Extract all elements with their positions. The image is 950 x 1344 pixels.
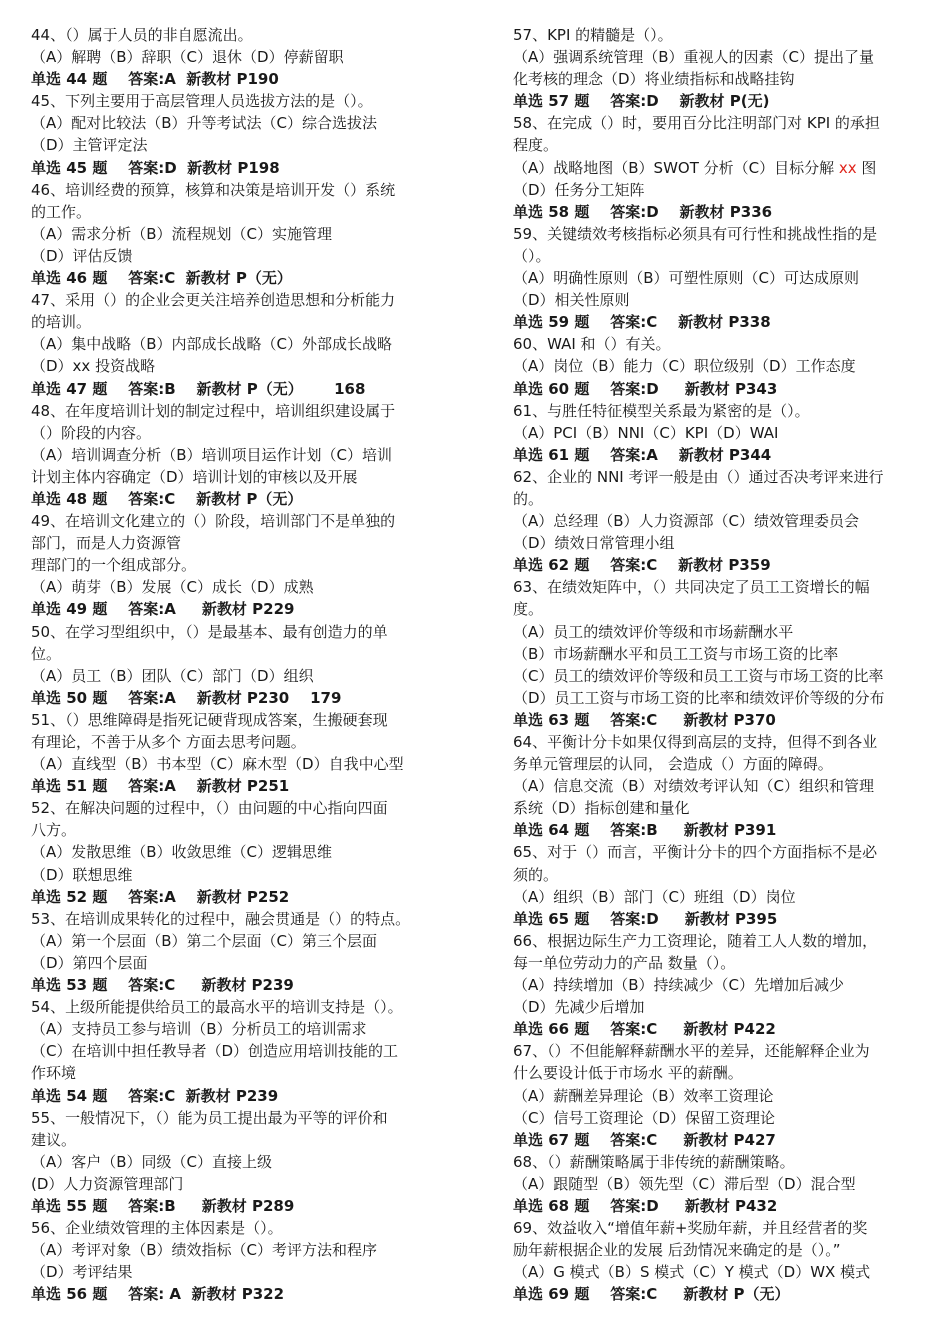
answer-line: 单选 52 题 答案:A 新教材 P252 (31, 887, 290, 906)
question-line: 65、对于（）而言，平衡计分卡的四个方面指标不是必 (513, 843, 878, 862)
answer-line: 单选 49 题 答案:A 新教材 P229 (31, 600, 295, 619)
question-line: 须的。 (513, 865, 559, 884)
option-line: （C）员工的绩效评价等级和员工工资与市场工资的比率 (513, 666, 884, 685)
question-line: 60、WAI 和（）有关。 (513, 335, 671, 354)
question-line: 度。 (513, 600, 544, 619)
question-line: 58、在完成（）时，要用百分比注明部门对 KPI 的承担 (513, 114, 880, 133)
question-line: 68、（）薪酬策略属于非传统的薪酬策略。 (513, 1152, 795, 1171)
question-line: 69、效益收入“增值年薪+奖励年薪，并且经营者的奖 (513, 1219, 868, 1238)
answer-line: 单选 46 题 答案:C 新教材 P（无） (31, 269, 292, 288)
answer-line: 单选 60 题 答案:D 新教材 P343 (513, 379, 778, 398)
option-line: （D）相关性原则 (513, 291, 630, 310)
question-line: 什么要设计低于市场水 平的薪酬。 (513, 1064, 743, 1083)
answer-line: 单选 44 题 答案:A 新教材 P190 (31, 70, 279, 89)
question-line: 61、与胜任特征模型关系最为紧密的是（）。 (513, 401, 810, 420)
option-line: 作环境 (31, 1064, 77, 1083)
question-line: 51、（）思维障碍是指死记硬背现成答案，生搬硬套现 (31, 710, 388, 729)
option-line: (D）人力资源管理部门 (31, 1174, 184, 1193)
option-line: （A）明确性原则（B）可塑性原则（C）可达成原则 (513, 269, 860, 288)
question-line: 46、培训经费的预算，核算和决策是培训开发（）系统 (31, 180, 396, 199)
answer-line: 单选 53 题 答案:C 新教材 P239 (31, 976, 294, 995)
answer-line: 单选 58 题 答案:D 新教材 P336 (513, 202, 773, 221)
question-line: 45、下列主要用于高层管理人员选拔方法的是（）。 (31, 92, 373, 111)
answer-line: 单选 68 题 答案:D 新教材 P432 (513, 1196, 778, 1215)
option-line: （A）持续增加（B）持续减少（C）先增加后减少 (513, 976, 845, 995)
question-line: 每一单位劳动力的产品 数量（）。 (513, 953, 736, 972)
option-line: （D）先减少后增加 (513, 998, 645, 1017)
option-line: 化考核的理念（D）将业绩指标和战略挂钩 (513, 70, 795, 89)
option-line: （A）发散思维（B）收敛思维（C）逻辑思维 (31, 843, 333, 862)
option-line: （C）在培训中担任教导者（D）创造应用培训技能的工 (31, 1042, 399, 1061)
answer-line: 单选 45 题 答案:D 新教材 P198 (31, 158, 280, 177)
option-text: 图 (856, 158, 877, 177)
option-line: （D）员工工资与市场工资的比率和绩效评价等级的分布 (513, 688, 885, 707)
question-line: 62、企业的 NNI 考评一般是由（）通过否决考评来进行 (513, 467, 884, 486)
option-line: （A）第一个层面（B）第二个层面（C）第三个层面 (31, 931, 378, 950)
question-line: 44、（）属于人员的非自愿流出。 (31, 26, 253, 44)
question-line: 50、在学习型组织中，（）是最基本、最有创造力的单 (31, 622, 388, 641)
answer-line: 单选 61 题 答案:A 新教材 P344 (513, 445, 772, 464)
question-line: 54、上级所能提供给员工的最高水平的培训支持是（）。 (31, 998, 403, 1017)
option-line: （A）岗位（B）能力（C）职位级别（D）工作态度 (513, 357, 856, 376)
answer-line: 单选 67 题 答案:C 新教材 P427 (513, 1130, 776, 1149)
answer-line: 单选 55 题 答案:B 新教材 P289 (31, 1196, 295, 1215)
option-line: （D）主管评定法 (31, 136, 148, 155)
option-line: （A）需求分析（B）流程规划（C）实施管理 (31, 224, 333, 243)
option-line: （A）直线型（B）书本型（C）麻木型（D）自我中心型 (31, 755, 404, 774)
option-line: （A）萌芽（B）发展（C）成长（D）成熟 (31, 578, 314, 597)
option-line: （A）支持员工参与培训（B）分析员工的培训需求 (31, 1020, 367, 1039)
option-line: （A）员工的绩效评价等级和市场薪酬水平 (513, 622, 794, 641)
option-line: （A）强调系统管理（B）重视人的因素（C）提出了量 (513, 48, 875, 67)
option-line: （D）xx 投资战略 (31, 357, 156, 376)
option-line: 系统（D）指标创建和量化 (513, 799, 690, 818)
option-line: （C）信号工资理论（D）保留工资理论 (513, 1108, 776, 1127)
answer-line: 单选 47 题 答案:B 新教材 P（无） 168 (31, 379, 366, 398)
question-line: 48、在年度培训计划的制定过程中，培训组织建设属于 (31, 401, 396, 420)
highlighted-text: xx (838, 158, 857, 177)
question-line: 57、KPI 的精髓是（）。 (513, 26, 673, 44)
answer-line: 单选 59 题 答案:C 新教材 P338 (513, 313, 771, 332)
question-line: 建议。 (31, 1130, 77, 1149)
answer-line: 单选 66 题 答案:C 新教材 P422 (513, 1020, 776, 1039)
answer-line: 单选 54 题 答案:C 新教材 P239 (31, 1086, 279, 1105)
question-line: 49、在培训文化建立的（）阶段，培训部门不是单独的 (31, 512, 396, 531)
question-line: 的。 (513, 489, 544, 508)
option-line: （A）G 模式（B）S 模式（C）Y 模式（D）WX 模式 (513, 1263, 871, 1282)
option-line: （A）配对比较法（B）升等考试法（C）综合选拔法 (31, 114, 378, 133)
option-line: （A）考评对象（B）绩效指标（C）考评方法和程序 (31, 1241, 378, 1260)
answer-line: 单选 65 题 答案:D 新教材 P395 (513, 909, 778, 928)
option-line: （D）考评结果 (31, 1263, 133, 1282)
question-line: 64、平衡计分卡如果仅得到高层的支持，但得不到各业 (513, 733, 878, 751)
answer-line: 单选 56 题 答案: A 新教材 P322 (31, 1285, 285, 1304)
option-line: （D）第四个层面 (31, 953, 148, 972)
option-line: （D）绩效日常管理小组 (513, 534, 675, 553)
answer-line: 单选 62 题 答案:C 新教材 P359 (513, 556, 771, 575)
option-line: （A）跟随型（B）领先型（C）滞后型（D）混合型 (513, 1174, 856, 1193)
question-line: 47、采用（）的企业会更关注培养创造思想和分析能力 (31, 291, 396, 310)
option-line: （A）总经理（B）人力资源部（C）绩效管理委员会 (513, 512, 860, 531)
question-line: （）阶段的内容。 (31, 423, 152, 442)
question-line: 67、（）不但能解释薪酬水平的差异，还能解释企业为 (513, 1042, 870, 1061)
answer-line: 单选 64 题 答案:B 新教材 P391 (513, 821, 777, 840)
answer-line: 单选 63 题 答案:C 新教材 P370 (513, 710, 776, 729)
question-line: 有理论，不善于从多个 方面去思考问题。 (31, 733, 306, 751)
question-line: 励年薪根据企业的发展 后劲情况来确定的是（）。” (513, 1241, 841, 1260)
answer-line: 单选 48 题 答案:C 新教材 P（无） (31, 489, 303, 508)
answer-line: 单选 50 题 答案:A 新教材 P230 179 (31, 688, 342, 707)
option-line (513, 157, 933, 179)
option-line: （D）联想思维 (31, 865, 133, 884)
question-line: 55、一般情况下，（）能为员工提出最为平等的评价和 (31, 1108, 388, 1127)
question-line: 程度。 (513, 136, 559, 155)
question-line: 部门，而是人力资源管 (31, 534, 182, 553)
option-line: （D）任务分工矩阵 (513, 180, 645, 199)
left-column (31, 24, 461, 1305)
question-line: 66、根据边际生产力工资理论，随着工人人数的增加， (513, 931, 878, 950)
question-line: 的工作。 (31, 202, 92, 221)
option-line: （A）PCI（B）NNI（C）KPI（D）WAI (513, 423, 779, 442)
right-column (513, 24, 933, 1305)
option-line: （A）薪酬差异理论（B）效率工资理论 (513, 1086, 774, 1105)
question-line: 理部门的一个组成部分。 (31, 556, 197, 575)
option-line: （A）客户（B）同级（C）直接上级 (31, 1152, 273, 1171)
option-line: （A）集中战略（B）内部成长战略（C）外部成长战略 (31, 335, 393, 354)
question-line: 56、企业绩效管理的主体因素是（）。 (31, 1219, 283, 1238)
option-line: （B）市场薪酬水平和员工工资与市场工资的比率 (513, 644, 839, 663)
option-line: （A）组织（B）部门（C）班组（D）岗位 (513, 887, 796, 906)
question-line: 59、关键绩效考核指标必须具有可行性和挑战性指的是 (513, 224, 878, 243)
question-line: 52、在解决问题的过程中，（）由问题的中心指向四面 (31, 799, 388, 818)
option-line: （A）员工（B）团队（C）部门（D）组织 (31, 666, 314, 685)
question-line: 63、在绩效矩阵中，（）共同决定了员工工资增长的幅 (513, 578, 870, 597)
answer-line: 单选 51 题 答案:A 新教材 P251 (31, 777, 290, 796)
question-line: 的培训。 (31, 313, 92, 332)
question-line: （）。 (513, 246, 551, 265)
option-line: （A）信息交流（B）对绩效考评认知（C）组织和管理 (513, 777, 875, 796)
option-line: （A）解聘（B）辞职（C）退休（D）停薪留职 (31, 48, 344, 67)
question-line: 八方。 (31, 821, 77, 840)
option-text: （A）战略地图（B）SWOT 分析（C）目标分解 (513, 158, 839, 177)
answer-line: 单选 57 题 答案:D 新教材 P(无) (513, 92, 770, 111)
question-line: 位。 (31, 644, 62, 663)
question-line: 53、在培训成果转化的过程中，融会贯通是（）的特点。 (31, 909, 411, 928)
option-line: 计划主体内容确定（D）培训计划的审核以及开展 (31, 467, 358, 486)
question-line: 务单元管理层的认同， 会造成（）方面的障碍。 (513, 755, 833, 774)
answer-line: 单选 69 题 答案:C 新教材 P（无） (513, 1285, 790, 1304)
option-line: （D）评估反馈 (31, 246, 133, 265)
option-line: （A）培训调查分析（B）培训项目运作计划（C）培训 (31, 445, 393, 464)
